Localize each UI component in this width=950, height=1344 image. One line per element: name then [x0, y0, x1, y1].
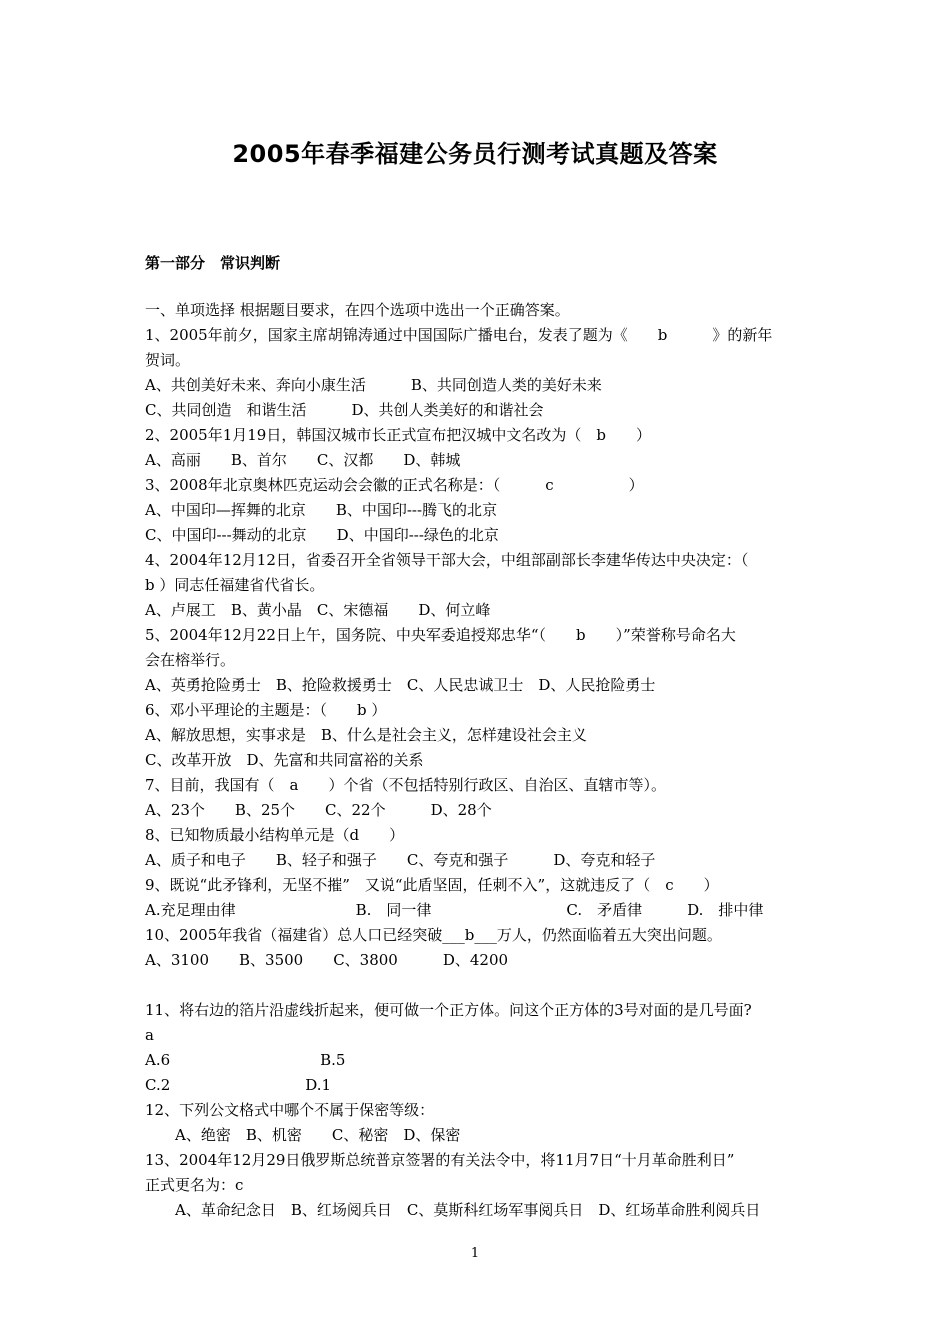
text-line: 一、单项选择 根据题目要求，在四个选项中选出一个正确答案。 — [145, 301, 570, 319]
document-title: 2005年春季福建公务员行测考试真题及答案 — [232, 140, 718, 168]
text-line: A、高丽 B、首尔 C、汉都 D、韩城 — [145, 451, 461, 469]
text-line: A、中国印—挥舞的北京 B、中国印---腾飞的北京 — [145, 501, 498, 519]
text-line: A.6 B.5 — [145, 1051, 346, 1069]
text-line: C、改革开放 D、先富和共同富裕的关系 — [145, 751, 424, 769]
text-line: 会在榕举行。 — [145, 651, 236, 669]
text-line: A、3100 B、3500 C、3800 D、4200 — [145, 951, 509, 969]
text-line: A、23个 B、25个 C、22个 D、28个 — [145, 801, 492, 819]
text-line: 7、目前，我国有（ a ）个省（不包括特别行政区、自治区、直辖市等）。 — [145, 776, 666, 794]
text-line: 10、2005年我省（福建省）总人口已经突破___b___万人，仍然面临着五大突出问题。 — [145, 926, 722, 944]
text-line: 1、2005年前夕，国家主席胡锦涛通过中国国际广播电台，发表了题为《 b 》的新年 — [145, 326, 773, 344]
text-line: b ）同志任福建省代省长。 — [145, 576, 325, 594]
text-line: a — [145, 1026, 154, 1044]
text-line: A、卢展工 B、黄小晶 C、宋德福 D、何立峰 — [145, 601, 491, 619]
text-line: 12、下列公文格式中哪个不属于保密等级： — [145, 1101, 435, 1119]
text-line: 9、既说“此矛锋利，无坚不摧” 又说“此盾坚固，任刺不入”，这就违反了（ c ） — [145, 876, 719, 894]
text-line: 4、2004年12月12日，省委召开全省领导干部大会，中组部副部长李建华传达中央决定：（ — [145, 551, 749, 569]
text-line: A、共创美好未来、奔向小康生活 B、共同创造人类的美好未来 — [145, 376, 602, 394]
text-line: C.2 D.1 — [145, 1076, 332, 1094]
text-line: 5、2004年12月22日上午，国务院、中央军委追授郑忠华“（ b ）”荣誉称号命名大 — [145, 626, 736, 644]
text-line: 贺词。 — [145, 351, 191, 369]
text-line: C、共同创造 和谐生活 D、共创人类美好的和谐社会 — [145, 401, 544, 419]
text-line: C、中国印---舞动的北京 D、中国印---绿色的北京 — [145, 526, 499, 544]
text-line: 11、将右边的箔片沿虚线折起来，便可做一个正方体。问这个正方体的3号对面的是几号面? — [145, 1001, 752, 1019]
text-line: 13、2004年12月29日俄罗斯总统普京签署的有关法令中，将11月7日“十月革命胜利日” — [145, 1151, 735, 1169]
text-line: 3、2008年北京奥林匹克运动会会徽的正式名称是：（ c ） — [145, 476, 644, 494]
text-line: A、解放思想，实事求是 B、什么是社会主义，怎样建设社会主义 — [145, 726, 587, 744]
text-line: 正式更名为：c — [145, 1176, 244, 1194]
text-line: 8、已知物质最小结构单元是（d ） — [145, 826, 405, 844]
page-number: 1 — [470, 1246, 480, 1261]
text-line: A、质子和电子 B、轻子和强子 C、夸克和强子 D、夸克和轻子 — [145, 851, 656, 869]
text-line: A、英勇抢险勇士 B、抢险救援勇士 C、人民忠诚卫士 D、人民抢险勇士 — [145, 676, 656, 694]
section-heading: 第一部分 常识判断 — [145, 254, 281, 272]
text-line: A、革命纪念日 B、红场阅兵日 C、莫斯科红场军事阅兵日 D、红场革命胜利阅兵日 — [175, 1201, 761, 1219]
text-line: A、绝密 B、机密 C、秘密 D、保密 — [175, 1126, 461, 1144]
text-line: 2、2005年1月19日，韩国汉城市长正式宣布把汉城中文名改为（ b ） — [145, 426, 651, 444]
text-line — [145, 973, 810, 998]
text-line: 6、邓小平理论的主题是：（ b ） — [145, 701, 387, 719]
text-line: A.充足理由律 B. 同一律 C. 矛盾律 D. 排中律 — [145, 901, 764, 919]
document-body — [145, 298, 810, 1223]
